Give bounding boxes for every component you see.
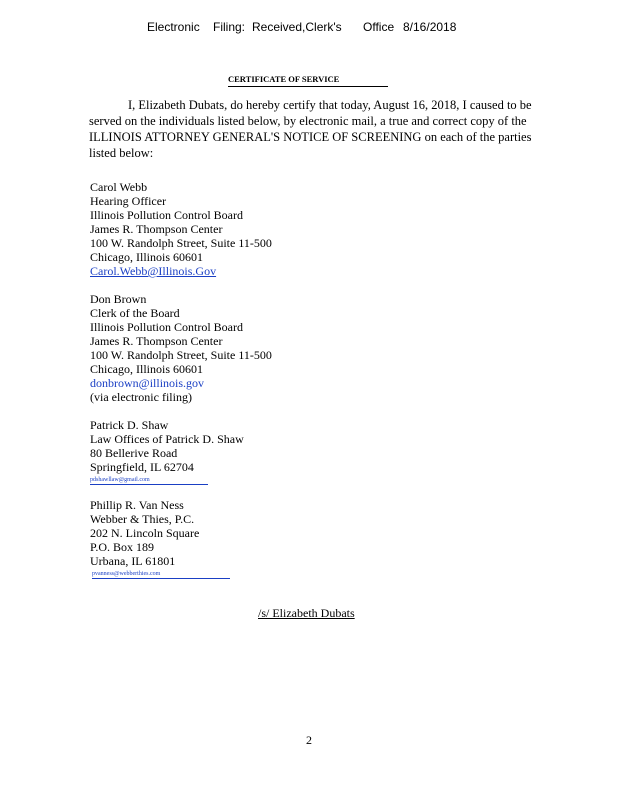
recipient-line: James R. Thompson Center <box>90 334 223 348</box>
recipient-line: James R. Thompson Center <box>90 222 223 236</box>
delivery-note: (via electronic filing) <box>90 390 192 404</box>
recipient-line: Chicago, Illinois 60601 <box>90 250 203 264</box>
recipient-line: Urbana, IL 61801 <box>90 554 176 568</box>
stamp-word: Electronic <box>147 20 200 34</box>
email-link-webb[interactable]: Carol.Webb@Illinois.Gov <box>90 264 217 278</box>
recipient-line: Illinois Pollution Control Board <box>90 208 244 222</box>
recipient-line: Law Offices of Patrick D. Shaw <box>90 432 244 446</box>
stamp-word: Office <box>363 20 395 34</box>
email-link-brown[interactable]: donbrown@illinois.gov <box>90 376 205 390</box>
recipient-line: Carol Webb <box>90 180 148 194</box>
recipient-line: P.O. Box 189 <box>90 540 155 554</box>
recipient-line: 100 W. Randolph Street, Suite 11-500 <box>90 236 272 250</box>
recipient-line: Chicago, Illinois 60601 <box>90 362 203 376</box>
stamp-word: Filing: <box>213 20 246 34</box>
recipient-line: Clerk of the Board <box>90 306 180 320</box>
recipient-vanness <box>90 498 199 568</box>
signature: /s/ Elizabeth Dubats <box>258 606 355 620</box>
recipient-line: Patrick D. Shaw <box>90 418 169 432</box>
email-link-vanness[interactable]: pvanness@webberthies.com <box>92 570 230 579</box>
recipient-brown <box>90 292 272 404</box>
stamp-word: Received,Clerk's <box>252 20 342 34</box>
recipient-line: 80 Bellerive Road <box>90 446 178 460</box>
intro-line-1: I, Elizabeth Dubats, do hereby certify that today, August 16, 2018, I caused to be <box>128 98 532 112</box>
page-number: 2 <box>306 733 312 747</box>
recipient-shaw <box>90 418 244 474</box>
certificate-title: CERTIFICATE OF SERVICE <box>228 74 388 87</box>
recipient-line: Don Brown <box>90 292 147 306</box>
intro-line-2: served on the individuals listed below, by electronic mail, a true and correct copy of the <box>89 114 527 128</box>
stamp-date: 8/16/2018 <box>403 20 457 34</box>
recipient-line: Springfield, IL 62704 <box>90 460 194 474</box>
recipient-webb <box>90 180 272 278</box>
email-link-shaw[interactable]: pdshawllaw@gmail.com <box>90 476 208 485</box>
recipient-line: 202 N. Lincoln Square <box>90 526 200 540</box>
intro-line-3: ILLINOIS ATTORNEY GENERAL'S NOTICE OF SCREENING on each of the parties <box>89 130 532 144</box>
recipient-line: Illinois Pollution Control Board <box>90 320 244 334</box>
recipient-line: Webber & Thies, P.C. <box>90 512 195 526</box>
intro-line-4: listed below: <box>89 146 154 160</box>
recipient-line: Phillip R. Van Ness <box>90 498 184 512</box>
recipient-line: Hearing Officer <box>90 194 167 208</box>
recipient-line: 100 W. Randolph Street, Suite 11-500 <box>90 348 272 362</box>
